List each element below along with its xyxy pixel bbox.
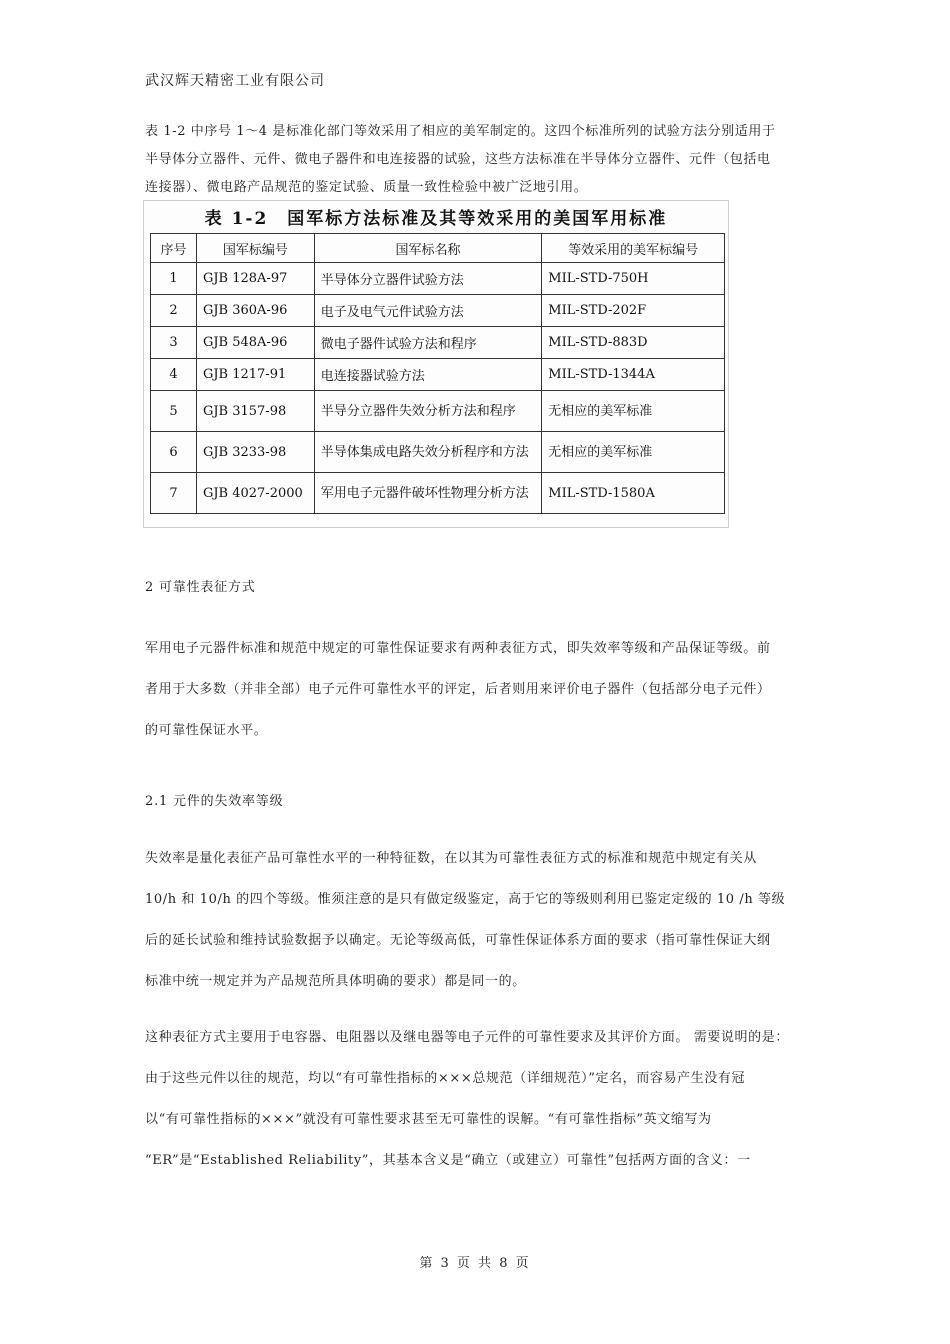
table-cell: GJB 360A-96 (196, 295, 314, 327)
table-cell: 4 (151, 359, 197, 391)
page-number: 第 3 页 共 8 页 (419, 1256, 531, 1271)
table-cell: 半导分立器件失效分析方法和程序 (314, 391, 542, 432)
section-heading: 2 可靠性表征方式 (145, 580, 256, 595)
paragraph-4 (145, 1017, 815, 1181)
text-line: 半导体分立器件、元件、微电子器件和电连接器的试验，这些方法标准在半导体分立器件、元件（包括电 (145, 152, 771, 167)
text-line: 后的延长试验和维持试验数据予以确定。无论等级高低，可靠性保证体系方面的要求（指可靠性保证大纲 (145, 933, 771, 948)
table-cell: MIL-STD-750H (542, 263, 725, 295)
standards-table (150, 233, 725, 514)
table-cell: GJB 1217-91 (196, 359, 314, 391)
table-cell: 半导体集成电路失效分析程序和方法 (314, 432, 542, 473)
table-cell: MIL-STD-202F (542, 295, 725, 327)
table-cell: MIL-STD-1580A (542, 473, 725, 514)
text-line: 10/h 和 10/h 的四个等级。惟须注意的是只有做定级鉴定，高于它的等级则利用已鉴定定级的 10 /h 等级 (145, 892, 786, 907)
table-row (151, 391, 725, 432)
table-cell: 无相应的美军标准 (542, 391, 725, 432)
text-line: 军用电子元器件标准和规范中规定的可靠性保证要求有两种表征方式，即失效率等级和产品保证等级。前 (145, 641, 771, 656)
text-line: “ER”是“Established Reliability”，其基本含义是“确立（或建立）可靠性”包括两方面的含义：一 (145, 1153, 751, 1168)
table-cell: 6 (151, 432, 197, 473)
intro-paragraph (145, 118, 815, 202)
company-header: 武汉辉天精密工业有限公司 (145, 73, 325, 89)
table-header-row (151, 234, 725, 263)
table-row (151, 295, 725, 327)
table-cell: MIL-STD-1344A (542, 359, 725, 391)
table-cell: GJB 3157-98 (196, 391, 314, 432)
column-header: 序号 (151, 234, 197, 263)
table-cell: 军用电子元器件破坏性物理分析方法 (314, 473, 542, 514)
text-line: 表 1-2 中序号 1～4 是标准化部门等效采用了相应的美军制定的。这四个标准所列的试验方法分别适用于 (145, 124, 776, 139)
table-cell: GJB 548A-96 (196, 327, 314, 359)
text-line: 以“有可靠性指标的×××”就没有可靠性要求甚至无可靠性的误解。“有可靠性指标”英文缩写为 (145, 1112, 712, 1127)
text-line: 标准中统一规定并为产品规范所具体明确的要求）都是同一的。 (145, 974, 526, 989)
text-line: 这种表征方式主要用于电容器、电阻器以及继电器等电子元件的可靠性要求及其评价方面。 需要说明的是： (145, 1030, 789, 1045)
table-cell: 电子及电气元件试验方法 (314, 295, 542, 327)
table-cell: 无相应的美军标准 (542, 432, 725, 473)
text-line: 的可靠性保证水平。 (145, 723, 268, 738)
table-row (151, 473, 725, 514)
text-line: 失效率是量化表征产品可靠性水平的一种特征数，在以其为可靠性表征方式的标准和规范中规定有关从 (145, 851, 758, 866)
table-title: 表 1-2 国军标方法标准及其等效采用的美国军用标准 (204, 209, 668, 229)
table-cell: 半导体分立器件试验方法 (314, 263, 542, 295)
column-header: 等效采用的美军标编号 (542, 234, 725, 263)
table-row (151, 263, 725, 295)
table-cell: 3 (151, 327, 197, 359)
text-line: 者用于大多数（并非全部）电子元件可靠性水平的评定，后者则用来评价电子器件（包括部分电子元件） (145, 682, 771, 697)
table-cell: GJB 128A-97 (196, 263, 314, 295)
column-header: 国军标名称 (314, 234, 542, 263)
text-line: 连接器）、微电路产品规范的鉴定试验、质量一致性检验中被广泛地引用。 (145, 180, 588, 195)
section2-paragraph (145, 628, 815, 751)
table-row (151, 327, 725, 359)
table-cell: 7 (151, 473, 197, 514)
subsection-heading: 2.1 元件的失效率等级 (145, 794, 284, 809)
table-cell: MIL-STD-883D (542, 327, 725, 359)
table-cell: 5 (151, 391, 197, 432)
table-cell: 2 (151, 295, 197, 327)
column-header: 国军标编号 (196, 234, 314, 263)
table-row (151, 432, 725, 473)
text-line: 由于这些元件以往的规范，均以“有可靠性指标的×××总规范（详细规范）”定名，而容易产生没有冠 (145, 1071, 746, 1086)
table-cell: GJB 4027-2000 (196, 473, 314, 514)
table-cell: 1 (151, 263, 197, 295)
table-cell: GJB 3233-98 (196, 432, 314, 473)
table-figure-image (143, 200, 729, 528)
table-cell: 电连接器试验方法 (314, 359, 542, 391)
section21-paragraph (145, 838, 815, 1002)
table-row (151, 359, 725, 391)
table-cell: 微电子器件试验方法和程序 (314, 327, 542, 359)
